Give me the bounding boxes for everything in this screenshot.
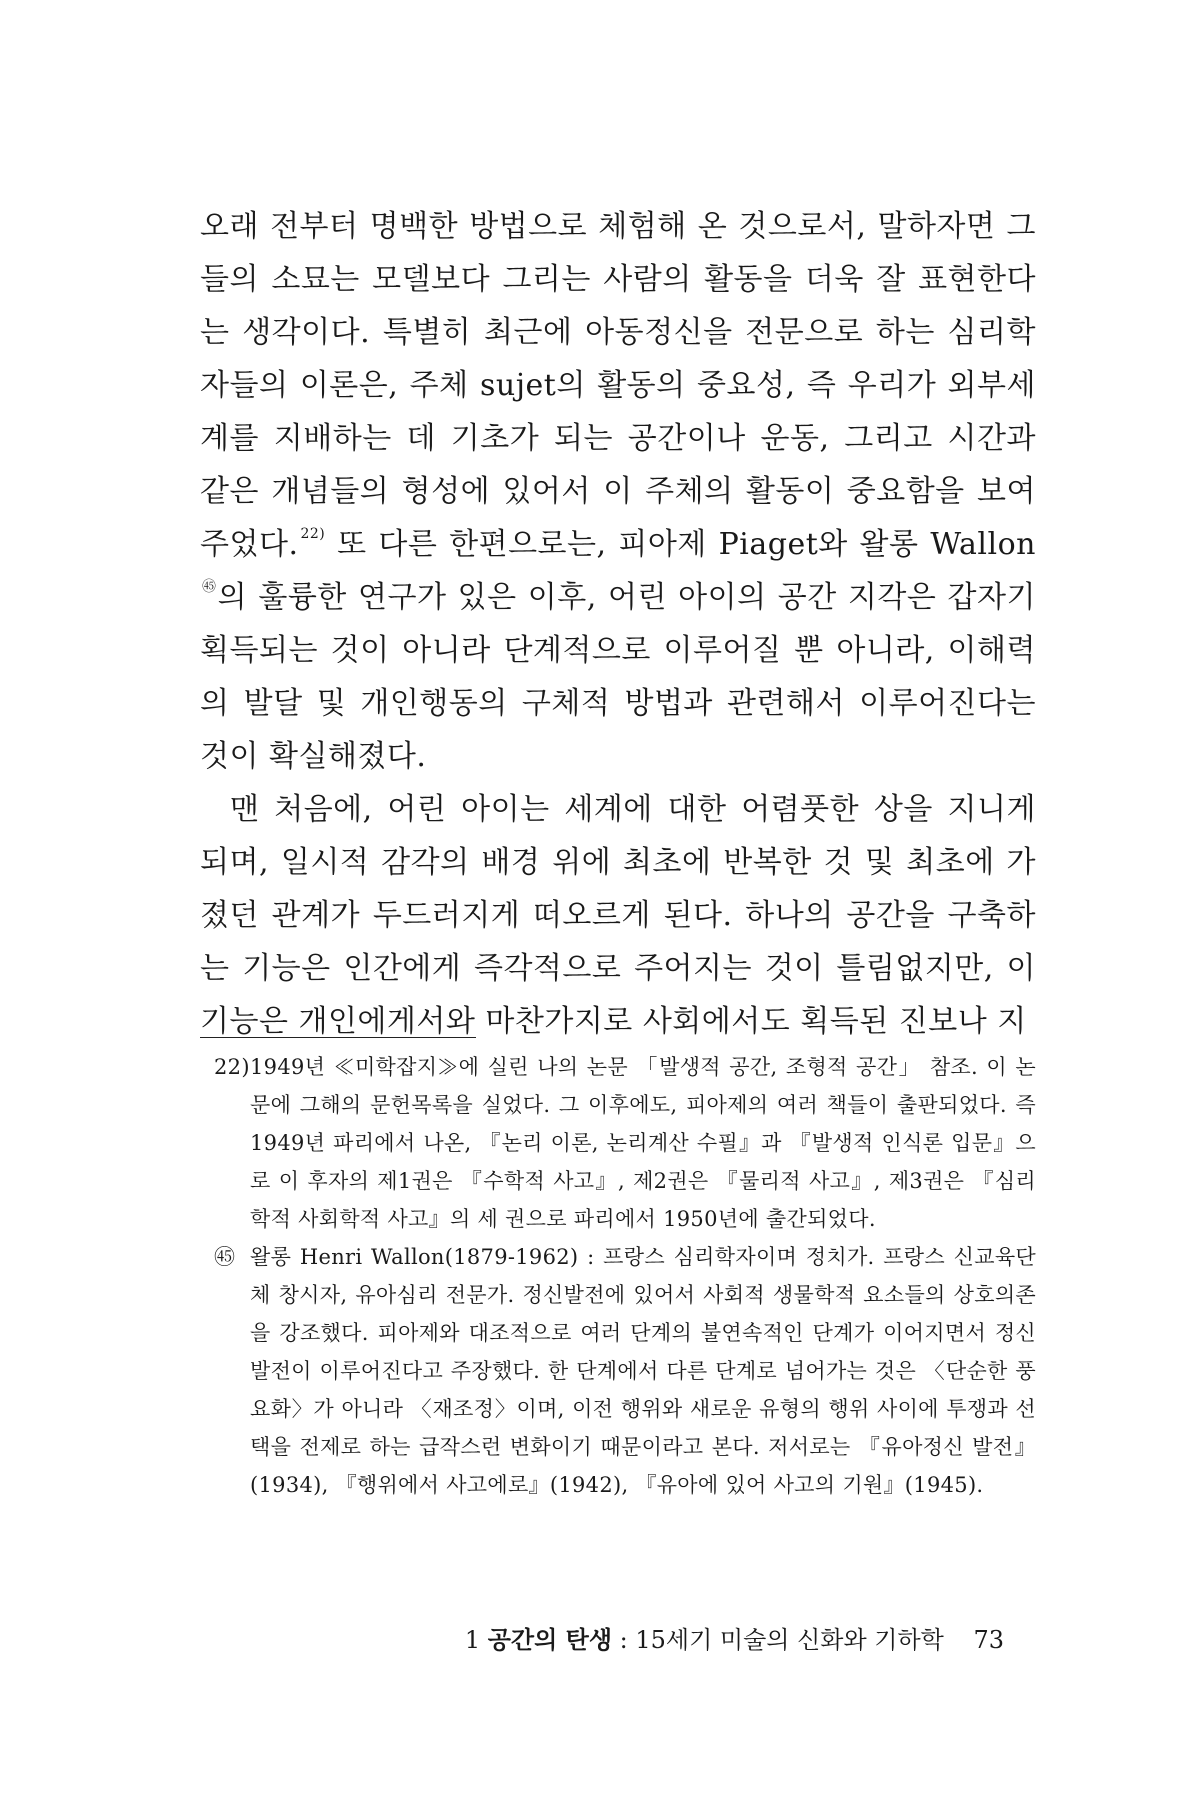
paragraph-1-part-c: 의 훌륭한 연구가 있은 이후, 어린 아이의 공간 지각은 갑자기 획득되는 것이 아니라 단계적으로 이루어질 뿐 아니라, 이해력의 발달 및 개인행동의 구체적 방법과 관련해서 이루어진다는 것이 확실해졌다.	[200, 580, 1037, 774]
chapter-subtitle: : 15세기 미술의 신화와 기하학	[612, 1626, 944, 1654]
footnote-number: 22)	[214, 1055, 250, 1079]
footnote-45	[214, 1238, 1036, 1504]
paragraph-2: 맨 처음에, 어린 아이는 세계에 대한 어렴풋한 상을 지니게 되며, 일시적 감각의 배경 위에 최초에 반복한 것 및 최초에 가졌던 관계가 두드러지게 떠오르게 된다. 하나의 공간을 구축하는 기능은 인간에게 즉각적으로 주어지는 것이 틀림없지만, 이 기능은 개인에게서와 마찬가지로 사회에서도 획득된 진보나 지	[200, 792, 1036, 1039]
footnote-ref-45: ㊺	[202, 579, 218, 595]
page-number: 73	[973, 1626, 1004, 1654]
footnote-number: ㊺	[214, 1245, 236, 1269]
footnote-ref-22: 22)	[300, 526, 326, 542]
footnote-text: 1949년 ≪미학잡지≫에 실린 나의 논문 「발생적 공간, 조형적 공간」 참조. 이 논문에 그해의 문헌목록을 실었다. 그 이후에도, 피아제의 여러 책들이 출판되었다. 즉 1949년 파리에서 나온, 『논리 이론, 논리계산 수필』과 『발생적 인식론 입문』으로 이 후자의 제1권은 『수학적 사고』, 제2권은 『물리적 사고』, 제3권은 『심리학적 사회학적 사고』의 세 권으로 파리에서 1950년에 출간되었다.	[250, 1055, 1036, 1231]
running-footer	[465, 1620, 1004, 1655]
chapter-title: 공간의 탄생	[487, 1625, 613, 1654]
main-text	[200, 200, 1036, 1048]
footnotes	[214, 1048, 1036, 1504]
paragraph-1-part-a: 오래 전부터 명백한 방법으로 체험해 온 것으로서, 말하자면 그들의 소묘는 모델보다 그리는 사람의 활동을 더욱 잘 표현한다는 생각이다. 특별히 최근에 아동정신을 전문으로 하는 심리학자들의 이론은, 주체 sujet의 활동의 중요성, 즉 우리가 외부세계를 지배하는 데 기초가 되는 공간이나 운동, 그리고 시간과 같은 개념들의 형성에 있어서 이 주체의 활동이 중요함을 보여 주었다.	[200, 209, 1036, 562]
footnote-22	[214, 1048, 1036, 1238]
paragraph-1	[200, 200, 1036, 783]
chapter-number: 1	[464, 1626, 481, 1654]
footnote-separator	[200, 1037, 476, 1038]
footnote-text: 왈롱 Henri Wallon(1879-1962) : 프랑스 심리학자이며 정치가. 프랑스 신교육단체 창시자, 유아심리 전문가. 정신발전에 있어서 사회적 생물학적 요소들의 상호의존을 강조했다. 피아제와 대조적으로 여러 단계의 불연속적인 단계가 이어지면서 정신발전이 이루어진다고 주장했다. 한 단계에서 다른 단계로 넘어가는 것은 〈단순한 풍요화〉가 아니라 〈재조정〉이며, 이전 행위와 새로운 유형의 행위 사이에 투쟁과 선택을 전제로 하는 급작스런 변화이기 때문이라고 본다. 저서로는 『유아정신 발전』(1934), 『행위에서 사고에로』(1942), 『유아에 있어 사고의 기원』(1945).	[250, 1245, 1036, 1497]
paragraph-1-part-b: 또 다른 한편으로는, 피아제 Piaget와 왈롱 Wallon	[325, 527, 1036, 562]
